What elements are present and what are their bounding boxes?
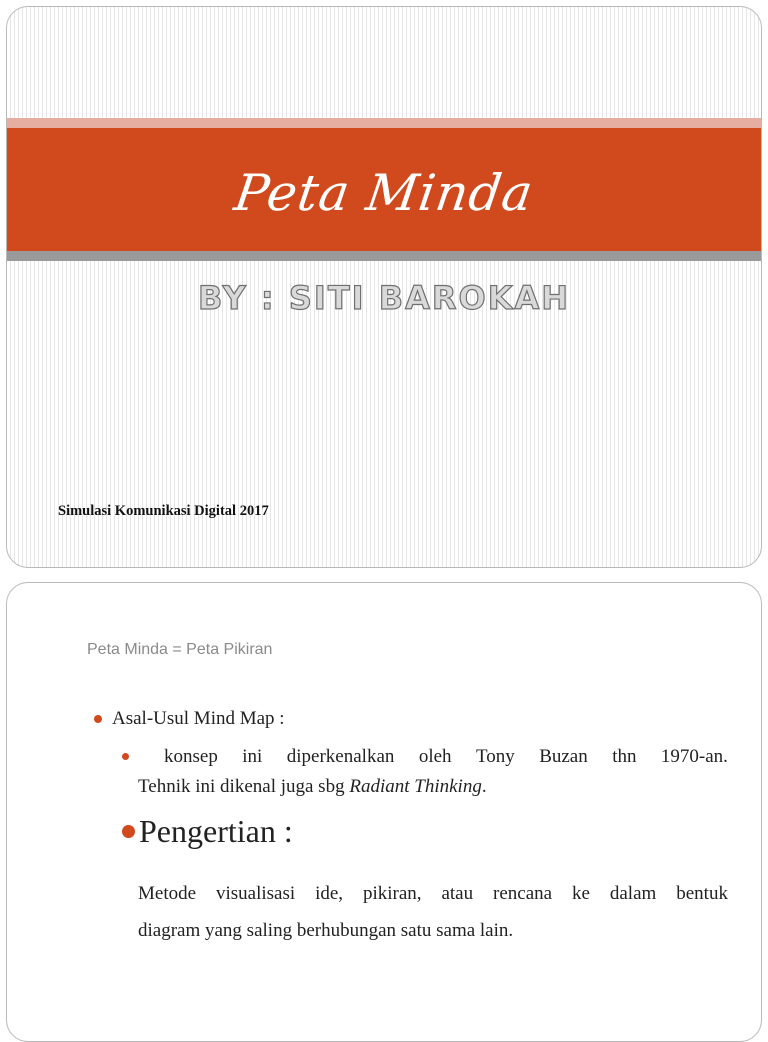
definition-line-1 (138, 875, 728, 912)
word: Buzan (539, 746, 588, 767)
bottom-accent-stripe (7, 251, 761, 261)
line-suffix: . (481, 776, 487, 797)
bullet-label: Asal-Usul Mind Map : (112, 708, 285, 729)
italic-term: Radiant Thinking (349, 776, 482, 797)
word: oleh (418, 746, 452, 767)
line-text: Tehnik ini dikenal juga sbg (138, 776, 350, 797)
word: atau (441, 883, 474, 904)
word: dalam (609, 883, 657, 904)
footer-note: Simulasi Komunikasi Digital 2017 (58, 503, 269, 519)
word: diperkenalkan (286, 746, 395, 767)
title-band (7, 128, 761, 251)
word: 1970-an. (660, 746, 728, 767)
word: bentuk (676, 883, 728, 904)
bullet-dot-icon (122, 753, 129, 760)
word: Tony (475, 746, 515, 767)
word: Metode (138, 883, 197, 904)
word: pikiran, (362, 883, 422, 904)
author-byline: BY : SITI BAROKAH (197, 279, 571, 317)
word: ide, (315, 883, 344, 904)
word: ini (242, 746, 263, 767)
bullet-item-origin (94, 708, 285, 730)
definition-text (138, 875, 728, 949)
top-accent-stripe (7, 118, 761, 128)
word: thn (612, 746, 637, 767)
bullet-item-definition-heading (122, 813, 293, 850)
bullet-dot-icon (122, 825, 135, 838)
bullet-dot-icon (94, 715, 102, 723)
sub-bullet-line-1 (138, 742, 728, 772)
word: rencana (493, 883, 553, 904)
word: konsep (164, 746, 218, 767)
title-slide (6, 6, 762, 568)
word: ke (572, 883, 590, 904)
slide-title: Peta Minda (230, 163, 538, 222)
definition-line-2: diagram yang saling berhubungan satu sama lain. (138, 920, 514, 941)
word: visualisasi (215, 883, 296, 904)
sub-bullet-line-2 (138, 772, 728, 802)
content-slide (6, 582, 762, 1042)
slide-subtitle: Peta Minda = Peta Pikiran (87, 641, 273, 658)
sub-bullet-item (138, 742, 728, 802)
bullet-label: Pengertian : (139, 813, 293, 849)
